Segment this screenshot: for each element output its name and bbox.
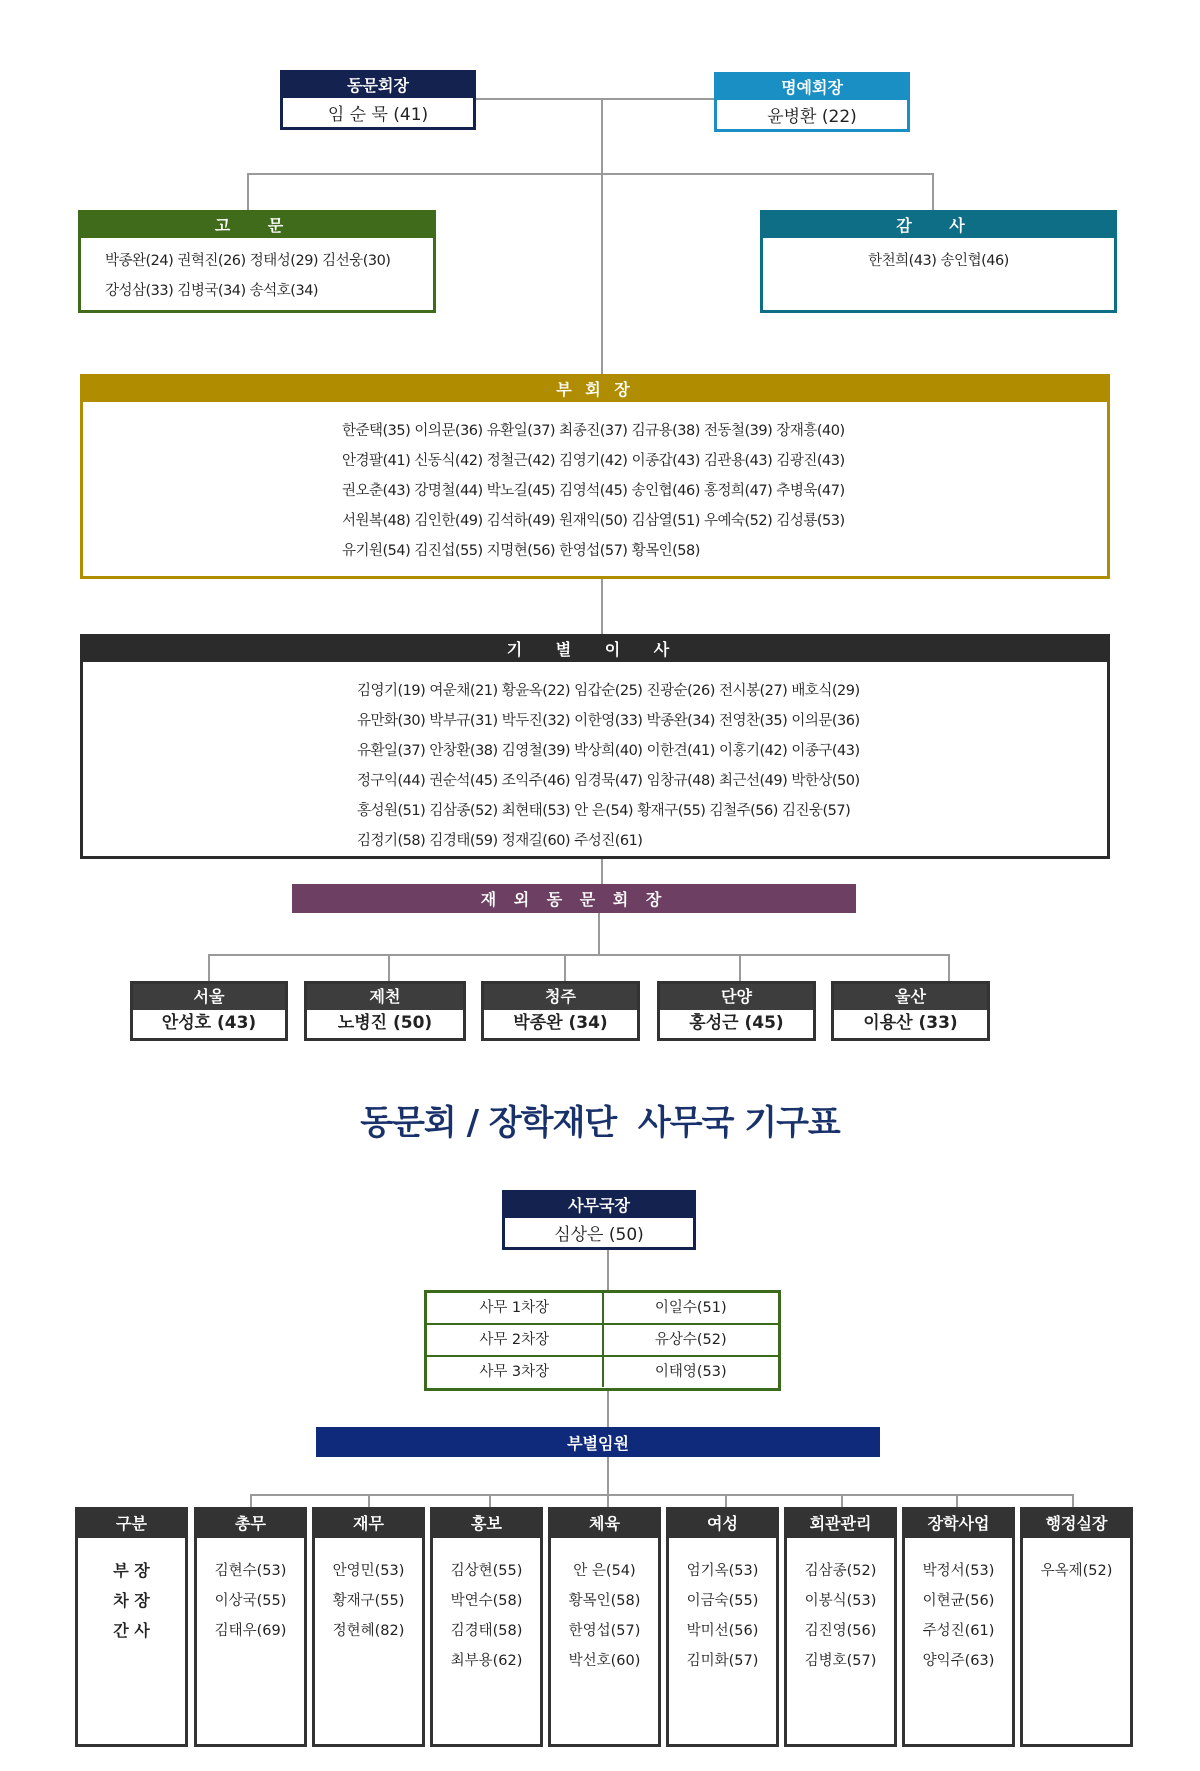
dept-member: 김태우(69)	[214, 1623, 287, 1639]
auditor-body	[760, 238, 1117, 313]
branch-city: 단양	[660, 984, 813, 1010]
dept-member: 김진영(56)	[804, 1623, 877, 1639]
advisor-line-2: 강성삼(33) 김병국(34) 송석호(34)	[105, 283, 319, 299]
dept-header: 총무	[197, 1510, 304, 1538]
dept-member: 안영민(53)	[332, 1563, 405, 1579]
directors-title: 기 별 이 사	[80, 634, 1110, 662]
vice-line-3: 권오춘(43) 강명철(44) 박노길(45) 김영석(45) 송인협(46) 홍정희(47) 추병욱(47)	[342, 483, 845, 499]
dept-header: 홍보	[433, 1510, 540, 1538]
dept-member: 박정서(53)	[922, 1563, 995, 1579]
vice-title: 부 회 장	[80, 374, 1110, 402]
vice-line-4: 서원복(48) 김인한(49) 김석하(49) 원재익(50) 김삼열(51) 우예숙(52) 김성룡(53)	[342, 513, 845, 529]
dept-member: 이봉식(53)	[804, 1593, 877, 1609]
vice-line-1: 한준택(35) 이의문(36) 유환일(37) 최종진(37) 김규용(38) 전동철(39) 장재흥(40)	[342, 423, 845, 439]
branch-ulsan	[831, 981, 990, 1041]
branch-name: 박종완 (34)	[513, 1013, 608, 1033]
dept-header: 재무	[315, 1510, 422, 1538]
branch-name: 노병진 (50)	[337, 1013, 433, 1033]
auditor-box	[760, 210, 1117, 313]
dept-member: 김미화(57)	[686, 1653, 759, 1669]
dept-member: 황목인(58)	[568, 1593, 641, 1609]
dept-column	[902, 1507, 1015, 1747]
advisor-body	[78, 238, 436, 313]
secretary-title: 사무국장	[502, 1190, 696, 1218]
advisor-box	[78, 210, 436, 313]
deputy-table	[424, 1290, 781, 1391]
auditor-line: 한천희(43) 송인협(46)	[868, 253, 1009, 269]
branch-name: 홍성근 (45)	[689, 1013, 784, 1033]
dept-member: 정현혜(82)	[332, 1623, 405, 1639]
dept-member: 양익주(63)	[922, 1653, 995, 1669]
vice-line-5: 유기원(54) 김진섭(55) 지명현(56) 한영섭(57) 황목인(58)	[342, 543, 700, 559]
dept-column	[430, 1507, 543, 1747]
office-title: 동문회 / 장학재단 사무국 기구표	[360, 1103, 840, 1143]
branch-cheongju	[481, 981, 640, 1041]
dept-column	[194, 1507, 307, 1747]
branch-seoul	[130, 981, 288, 1041]
dept-header: 행정실장	[1023, 1510, 1130, 1538]
directors-line-4: 정구익(44) 권순석(45) 조익주(46) 임경묵(47) 임창규(48) 최근선(49) 박한상(50)	[357, 773, 860, 789]
directors-line-2: 유만화(30) 박부규(31) 박두진(32) 이한영(33) 박종완(34) 전영찬(35) 이의문(36)	[357, 713, 860, 729]
branch-city: 청주	[484, 984, 637, 1010]
secretary-box	[502, 1190, 696, 1250]
deputy-row	[427, 1293, 778, 1323]
row-label: 간 사	[113, 1621, 150, 1640]
dept-column	[1020, 1507, 1133, 1747]
directors-body	[80, 662, 1110, 859]
dept-member: 이현균(56)	[922, 1593, 995, 1609]
dept-member: 박선호(60)	[568, 1653, 641, 1669]
vice-box	[80, 374, 1110, 579]
dept-column	[312, 1507, 425, 1747]
auditor-title: 감 사	[760, 210, 1117, 238]
deputy-role: 사무 1차장	[427, 1293, 604, 1323]
advisor-title: 고 문	[78, 210, 436, 238]
deputy-name: 유상수(52)	[654, 1332, 727, 1348]
honorary-title: 명예회장	[714, 72, 910, 100]
advisor-line-1: 박종완(24) 권혁진(26) 정태성(29) 김선웅(30)	[105, 253, 391, 269]
dept-member: 박연수(58)	[450, 1593, 523, 1609]
directors-box	[80, 634, 1110, 859]
deputy-row	[427, 1355, 778, 1387]
dept-member: 김삼종(52)	[804, 1563, 877, 1579]
branch-jecheon	[304, 981, 466, 1041]
dept-member: 한영섭(57)	[568, 1623, 641, 1639]
dept-member: 황재구(55)	[332, 1593, 405, 1609]
branch-city: 제천	[307, 984, 463, 1010]
branch-name: 안성호 (43)	[161, 1013, 257, 1033]
deputy-row	[427, 1323, 778, 1355]
dept-member: 엄기옥(53)	[686, 1563, 759, 1579]
secretary-name: 심상은 (50)	[502, 1218, 696, 1250]
deputy-name: 이일수(51)	[654, 1300, 727, 1316]
divisions-title: 부별임원	[316, 1427, 880, 1457]
overseas-title: 재 외 동 문 회 장	[292, 884, 856, 913]
dept-member: 이상국(55)	[214, 1593, 287, 1609]
dept-column	[548, 1507, 661, 1747]
vice-line-2: 안경팔(41) 신동식(42) 정철근(42) 김영기(42) 이종갑(43) 김관용(43) 김광진(43)	[342, 453, 845, 469]
president-name: 임 순 묵 (41)	[280, 98, 476, 130]
dept-header: 체육	[551, 1510, 658, 1538]
branch-danyang	[657, 981, 816, 1041]
deputy-role: 사무 2차장	[427, 1325, 604, 1355]
dept-member: 이금숙(55)	[686, 1593, 759, 1609]
dept-member: 박미선(56)	[686, 1623, 759, 1639]
vice-body	[80, 402, 1110, 579]
directors-line-3: 유환일(37) 안창환(38) 김영철(39) 박상희(40) 이한견(41) 이홍기(42) 이종구(43)	[357, 743, 860, 759]
branch-city: 서울	[133, 984, 285, 1010]
directors-line-5: 홍성원(51) 김삼종(52) 최현태(53) 안 은(54) 황재구(55) 김철주(56) 김진웅(57)	[357, 803, 851, 819]
dept-header: 장학사업	[905, 1510, 1012, 1538]
directors-line-1: 김영기(19) 여운채(21) 황윤옥(22) 임갑순(25) 진광순(26) 전시봉(27) 배호식(29)	[357, 683, 860, 699]
dept-member: 우옥제(52)	[1040, 1563, 1113, 1579]
branch-name: 이용산 (33)	[863, 1013, 958, 1033]
row-label: 부 장	[113, 1561, 150, 1580]
president-title: 동문회장	[280, 70, 476, 98]
honorary-box	[714, 72, 910, 132]
dept-member: 안 은(54)	[573, 1563, 636, 1579]
dept-member: 김현수(53)	[214, 1563, 287, 1579]
dept-member: 최부용(62)	[450, 1653, 523, 1669]
dept-header: 여성	[669, 1510, 776, 1538]
label-column	[75, 1507, 188, 1747]
dept-member: 김병호(57)	[804, 1653, 877, 1669]
president-box	[280, 70, 476, 130]
row-label: 차 장	[113, 1591, 150, 1610]
label-header: 구분	[78, 1510, 185, 1538]
directors-line-6: 김정기(58) 김경태(59) 정재길(60) 주성진(61)	[357, 833, 643, 849]
honorary-name: 윤병환 (22)	[714, 100, 910, 132]
dept-column	[666, 1507, 779, 1747]
dept-member: 주성진(61)	[922, 1623, 995, 1639]
dept-member: 김상현(55)	[450, 1563, 523, 1579]
deputy-role: 사무 3차장	[427, 1357, 604, 1387]
deputy-name: 이태영(53)	[654, 1364, 727, 1380]
branch-city: 울산	[834, 984, 987, 1010]
dept-member: 김경태(58)	[450, 1623, 523, 1639]
dept-header: 회관관리	[787, 1510, 894, 1538]
dept-column	[784, 1507, 897, 1747]
